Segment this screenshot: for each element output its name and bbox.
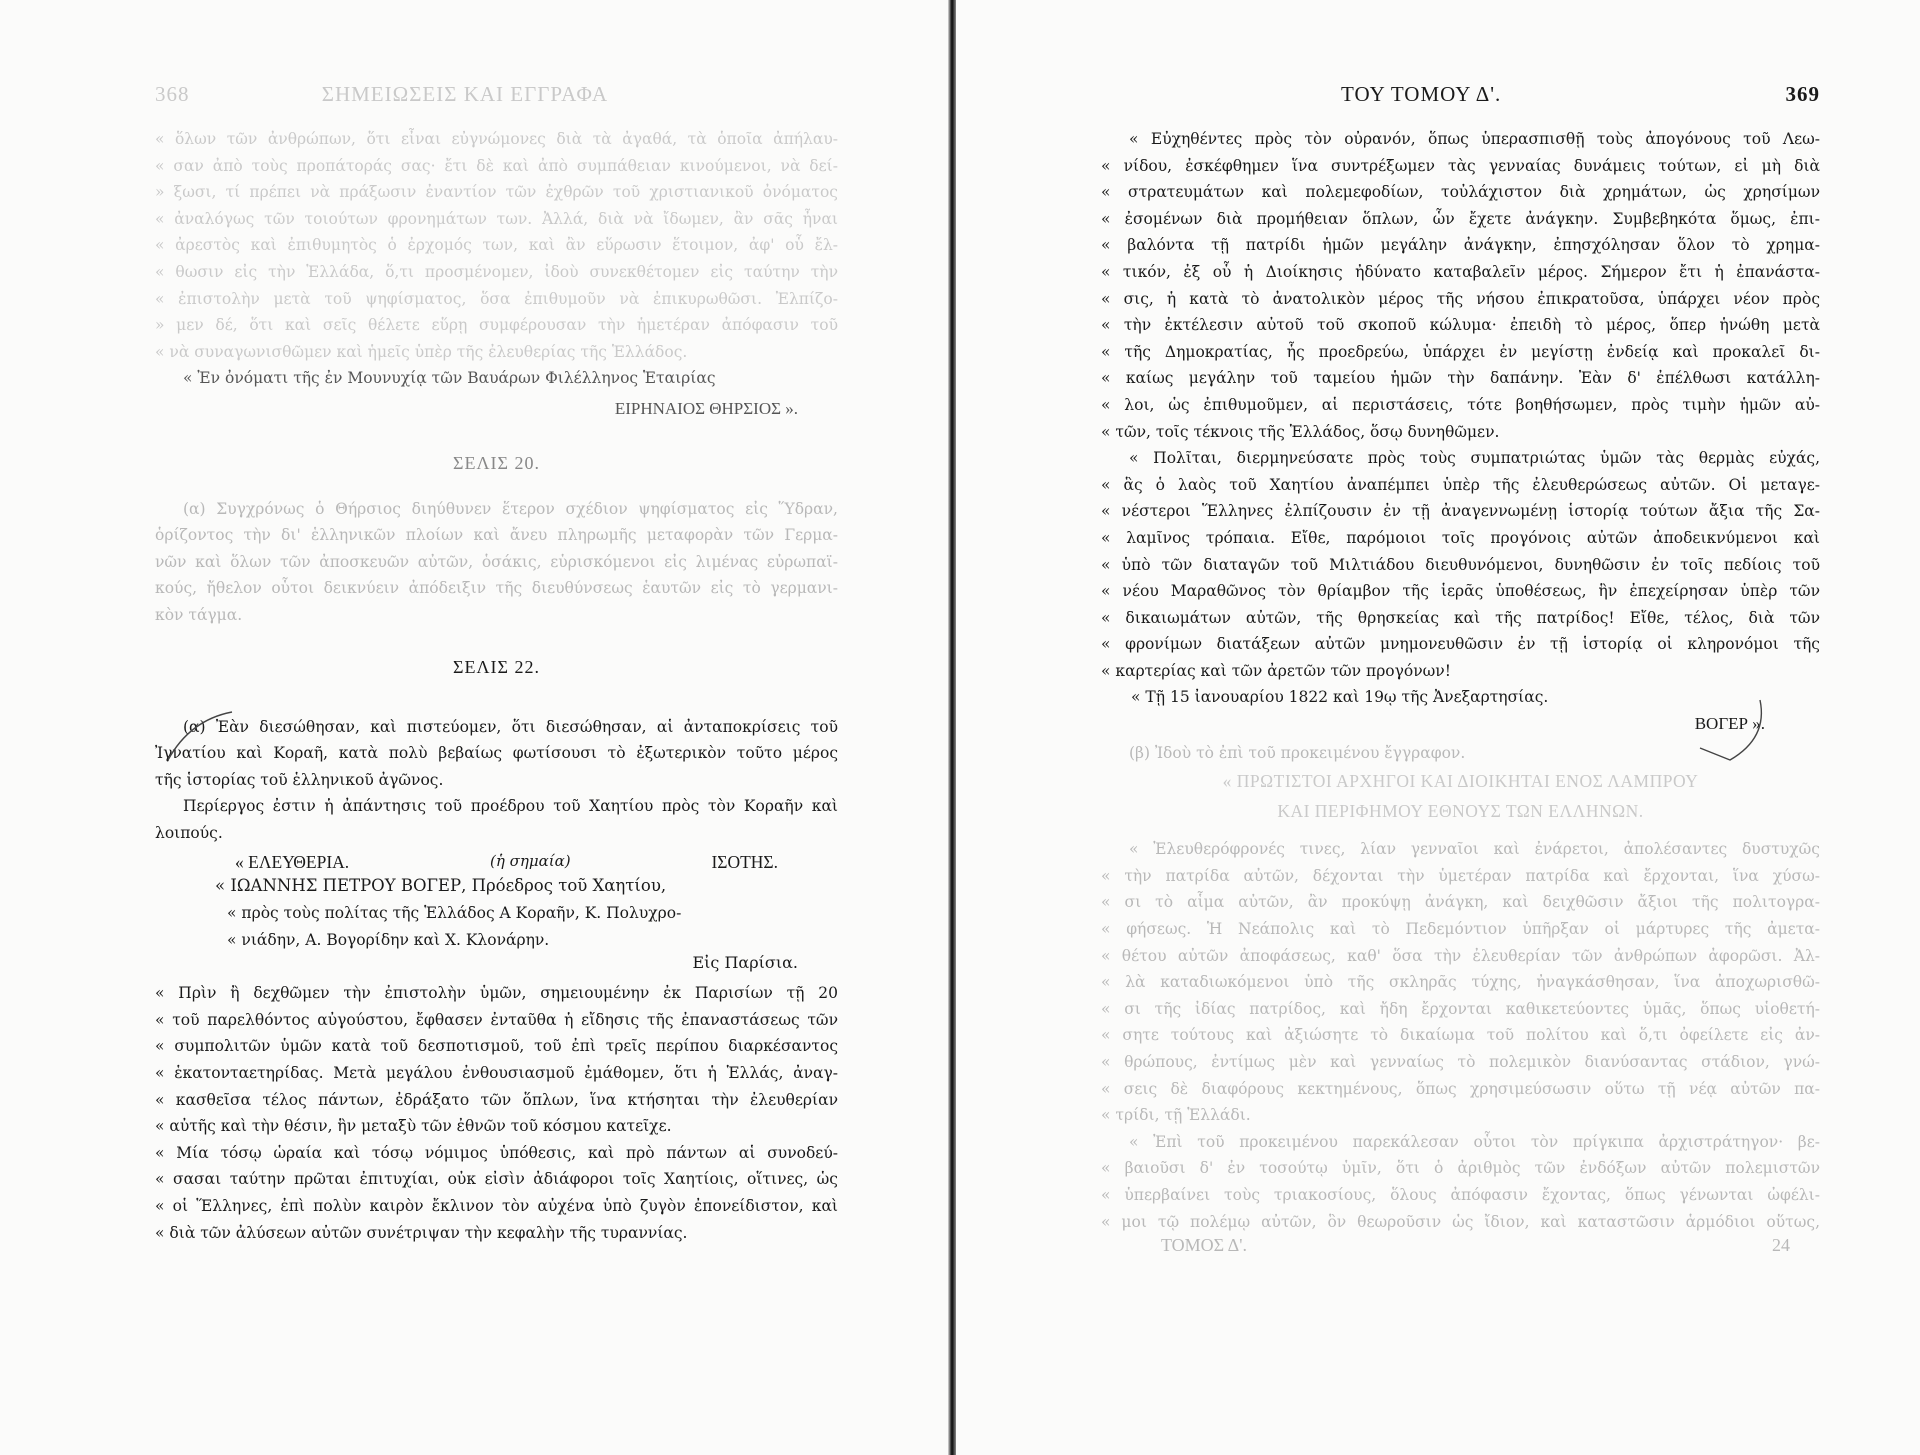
text-line: « καρτερίας καὶ τῶν ἀρετῶν τῶν προγόνων! xyxy=(1101,661,1451,680)
left-running-head xyxy=(155,82,838,112)
address-line: « ΙΩΑΝΝΗΣ ΠΕΤΡΟΥ ΒΟΓΕΡ, Πρόεδρος τοῦ Χαητίου, xyxy=(215,876,667,896)
text-line: « τρίδι, τῇ Ἑλλάδι. xyxy=(1101,1106,1251,1125)
faded-document-title xyxy=(1101,766,1820,826)
letter-banner xyxy=(155,852,838,873)
section-22-heading: ΣΕΛΙΣ 22. xyxy=(453,656,540,677)
text-line: « λὰ καταδιωκόμενοι ὑπὸ τῆς σκληρᾶς τύχης, ἠναγκάσθησαν, ἵνα ἀποχωρισθῶ- xyxy=(1101,973,1820,992)
text-line: « φήσεως. Ἡ Νεάπολις καὶ τὸ Πεδεμόντιον ὑπῆρξαν οἱ μάρτυρες τῆς ἀμετα- xyxy=(1101,920,1820,939)
text-line: « λαμῖνος τρόπαια. Εἴθε, παρόμοιοι τοῖς προγόνοις αὐτῶν ἀποδεικνύμενοι καὶ xyxy=(1101,528,1820,547)
text-line: « τὴν πατρίδα αὐτῶν, δέχονται τὴν ὑμετέραν πατρίδα καὶ ἔρχονται, ἵνα χύσω- xyxy=(1101,866,1820,885)
text-line: « Μία τόσῳ ὡραία καὶ τόσῳ νόμιμος ὑπόθεσις, καὶ πρὸ πάντων αἱ συνοδεύ- xyxy=(155,1143,838,1162)
text-line: « ἐσομένων διὰ προμήθειαν ὅπλων, ὧν ἔχετε ἀνάγκην. Συμβεβηκότα ὅμως, ἐπι- xyxy=(1101,209,1820,228)
text-line: (α) Ἐὰν διεσώθησαν, καὶ πιστεύομεν, ὅτι διεσώθησαν, αἱ ἀνταποκρίσεις τοῦ xyxy=(183,717,838,736)
closing-signature: ΕΙΡΗΝΑΙΟΣ ΘΗΡΣΙΟΣ ». xyxy=(614,398,798,418)
text-line: « δικαιωμάτων αὐτῶν, τῆς θρησκείας καὶ τῆς πατρίδος! Εἴθε, τέλος, διὰ τῶν xyxy=(1101,608,1820,627)
text-line: « ἐπιστολὴν μετὰ τοῦ ψηφίσματος, ὅσα ἐπιθυμοῦν νὰ ἐπικυρωθῶσι. Ἐλπίζο- xyxy=(155,289,838,308)
book-gutter xyxy=(948,0,956,1455)
text-line: « ὑπὸ τῶν διαταγῶν τοῦ Μιλτιάδου διευθυνόμενοι, δυνηθῶσιν ἐν τοῖς πεδίοις τοῦ xyxy=(1101,555,1820,574)
right-paragraph-2 xyxy=(1101,445,1820,684)
text-line: « νέου Μαραθῶνος τὸν θρίαμβον τῆς ἱερᾶς ὑποθέσεως, ἣν ἐπεχείρησαν ὑπὲρ τῶν xyxy=(1101,582,1820,601)
text-line: « ἀναλόγως τῶν τοιούτων φρονημάτων των. Ἀλλά, διὰ νὰ ἴδωμεν, ἂν σᾶς ἦναι xyxy=(155,209,838,228)
text-line: « μοι τῷ πολέμῳ αὐτῶν, ὃν θεωροῦσιν ὡς ἴδιον, καὶ καταστῶσιν ἁρμόδιοι οὕτως, xyxy=(1101,1212,1820,1231)
letter-body xyxy=(155,980,838,1246)
text-line: » μεν δέ, ὅτι καὶ σεῖς θέλετε εὕρῃ συμφέρουσαν τὴν ἡμετέραν ἀπόφασιν τοῦ xyxy=(155,316,838,335)
closing-line: « Ἐν ὀνόματι τῆς ἐν Μουνυχίᾳ τῶν Βαυάρων Φιλέλληνος Ἑταιρίας xyxy=(183,369,716,388)
banner-right: ΙΣΟΤΗΣ. xyxy=(711,852,778,873)
banner-mid: (ἡ σημαία) xyxy=(490,852,571,871)
text-line: (α) Συγχρόνως ὁ Θήρσιος διηύθυνεν ἕτερον σχέδιον ψηφίσματος εἰς Ὕδραν, xyxy=(183,499,838,518)
text-line: « σι τῆς ἰδίας πατρίδος, καὶ ἤδη ἔρχονται καθικετεύοντες ὑμᾶς, ὅπως υἱοθετή- xyxy=(1101,999,1820,1018)
left-page-number: 368 xyxy=(155,82,190,106)
left-faded-paragraph xyxy=(155,126,838,365)
text-line: « θωσιν εἰς τὴν Ἑλλάδα, ὅ,τι προσμένομεν, ἰδοὺ συνεκθέτομεν εἰς ταύτην τὴν xyxy=(155,262,838,281)
text-line: « θρώπους, ἐντίμως μὲν καὶ γενναίως τὸ πολεμικὸν διανύσαντας στάδιον, γνώ- xyxy=(1101,1053,1820,1071)
text-line: « βαιοῦσι δ' ἐν τοσούτῳ ὑμῖν, ὅτι ὁ ἀριθμὸς τῶν ἐνδόξων αὐτῶν πολεμιστῶν xyxy=(1101,1159,1820,1178)
section-22-text xyxy=(155,714,838,847)
text-line: « Πολῖται, διερμηνεύσατε πρὸς τοὺς συμπατριώτας ὑμῶν τὰς θερμὰς εὐχάς, xyxy=(1129,449,1820,468)
letter-destination: Εἰς Παρίσια. xyxy=(692,953,798,973)
right-running-head xyxy=(1101,82,1820,112)
faded-intro-b xyxy=(1101,740,1820,767)
text-line: « ἀρεστὸς καὶ ἐπιθυμητὸς ὁ ἐρχομός των, καὶ ἂν εὕρωσιν ἕτοιμον, ἀφ' οὗ ἔλ- xyxy=(155,236,838,255)
text-line: « σεις δὲ διαφόρους κεκτημένους, ὅπως χρησιμεύσωσιν οὕτω τῇ νέᾳ αὐτῶν πα- xyxy=(1101,1079,1820,1098)
right-page-number: 369 xyxy=(1785,82,1820,106)
section-20-text xyxy=(155,496,838,629)
right-page xyxy=(956,0,1920,1455)
date-signature-row xyxy=(1101,684,1820,711)
text-line: « βαλόντα τῇ πατρίδι ἡμῶν μεγάλην ἀνάγκην, ἐπησχόλησαν ὅλον τὸ χρημα- xyxy=(1101,236,1820,255)
text-line: « αὐτῆς καὶ τὴν θέσιν, ἣν μεταξὺ τῶν ἐθνῶν τοῦ κόσμου κατεῖχε. xyxy=(155,1117,672,1136)
text-line: (β) Ἰδοὺ τὸ ἐπὶ τοῦ προκειμένου ἔγγραφον. xyxy=(1129,743,1466,762)
text-line: « οἱ Ἕλληνες, ἐπὶ πολὺν καιρὸν ἔκλινον τὸν αὐχένα ὑπὸ ζυγὸν ἐπονείδιστον, καὶ xyxy=(155,1197,838,1215)
closing-block xyxy=(155,365,838,422)
text-line: λοιπούς. xyxy=(155,823,223,842)
text-line: « κασθεῖσα τέλος πάντων, ἐδράξατο τῶν ὅπλων, ἵνα κτήσηται τὴν ἐλευθερίαν xyxy=(155,1090,838,1109)
text-line: « τικόν, ἐξ οὗ ἡ Διοίκησις ἠδύνατο καταβαλεῖν μέρος. Σήμερον ἔτι ἡ ἐπανάστα- xyxy=(1101,262,1820,281)
text-line: « ἃς ὁ λαὸς τοῦ Χαητίου ἀναπέμπει ὑπὲρ τῆς ἐλευθερώσεως αὐτῶν. Οἱ μεταγε- xyxy=(1101,475,1820,494)
address-line: « νιάδην, Α. Βογορίδην καὶ Χ. Κλονάρην. xyxy=(227,930,550,949)
text-line: « Ἐπὶ τοῦ προκειμένου παρεκάλεσαν οὗτοι τὸν πρίγκιπα ἀρχιστράτηγον· βε- xyxy=(1129,1132,1820,1151)
text-line: « σητε τούτους καὶ ἀξιώσητε τὸ δικαίωμα τοῦ πολίτου καὶ ὅ,τι ὀφείλετε εἰς ἀν- xyxy=(1101,1026,1820,1045)
text-line: « Πρὶν ἢ δεχθῶμεν τὴν ἐπιστολὴν ὑμῶν, σημειουμένην ἐκ Παρισίων τῇ 20 xyxy=(155,984,838,1003)
text-line: « λοι, ὡς ἐπιθυμοῦμεν, αἱ περιστάσεις, τότε βοηθήσωμεν, πρὸς τιμὴν ἡμῶν αὐ- xyxy=(1101,395,1820,414)
text-line: « ἑκατονταετηρίδας. Μετὰ μεγάλου ἐνθουσιασμοῦ ἐμάθομεν, ὅτι ἡ Ἑλλάς, ἀναγ- xyxy=(155,1064,838,1083)
text-line: « τῆς Δημοκρατίας, ἧς προεδρεύω, ὑπάρχει ἐν μεγίστῃ ἐνδείᾳ καὶ προκαλεῖ δι- xyxy=(1101,342,1820,361)
right-running-title: ΤΟΥ ΤΟΜΟΥ Δ'. xyxy=(1341,82,1502,106)
banner-left: « ΕΛΕΥΘΕΡΙΑ. xyxy=(235,852,350,873)
text-line: « τῶν, τοῖς τέκνοις τῆς Ἑλλάδος, ὅσῳ δυνηθῶμεν. xyxy=(1101,422,1500,441)
text-line: « φρονίμων διατάξεων αὐτῶν μνημονευθῶσιν ἐν τῇ ἱστορίᾳ οἱ κληρονόμοι τῆς xyxy=(1101,635,1820,654)
text-line: « σις, ἡ κατὰ τὸ ἀνατολικὸν μέρος τῆς νήσου ἐπικρατοῦσα, ὑπάρχει νέον πρὸς xyxy=(1101,289,1820,308)
title-line: ΚΑΙ ΠΕΡΙΦΗΜΟΥ ΕΘΝΟΥΣ ΤΩΝ ΕΛΛΗΝΩΝ. xyxy=(1277,801,1644,822)
address-line: « πρὸς τοὺς πολίτας τῆς Ἑλλάδος Α Κοραῆν, Κ. Πολυχρο- xyxy=(227,904,682,923)
text-line: τῆς ἱστορίας τοῦ ἑλληνικοῦ ἀγῶνος. xyxy=(155,770,444,789)
text-line: « νέστεροι Ἕλληνες ἐλπίζουσιν ἐν τῇ ἀναγεννωμένῃ ἱστορίᾳ τούτων ἄξια τῆς Σα- xyxy=(1101,502,1820,521)
footer-volume: ΤΟΜΟΣ Δ'. xyxy=(1161,1235,1247,1256)
text-line: « σαν ἀπὸ τοὺς προπάτοράς σας· ἔτι δὲ καὶ ἀπὸ συμπάθειαν κινούμενοι, νὰ δεί- xyxy=(155,156,838,175)
text-line: « Εὐχηθέντες πρὸς τὸν οὐρανόν, ὅπως ὑπερασπισθῇ τοὺς ἀπογόνους τοῦ Λεω- xyxy=(1129,130,1820,148)
section-20-heading: ΣΕΛΙΣ 20. xyxy=(453,452,540,473)
text-line: ὁρίζοντος τὴν δι' ἑλληνικῶν πλοίων καὶ ἄνευ πληρωμῆς μεταφορὰν τῶν Γερμα- xyxy=(155,526,838,545)
text-line: » ξωσι, τί πρέπει νὰ πράξωσιν ἐναντίον τῶν ἐχθρῶν τοῦ χριστιανικοῦ ὀνόματος xyxy=(155,183,838,202)
text-line: « τὴν ἐκτέλεσιν αὐτοῦ τοῦ σκοποῦ κώλυμα· ἐπειδὴ τὸ μέρος, ὅπερ ἡνώθη μετὰ xyxy=(1101,316,1820,335)
text-line: κὸν τάγμα. xyxy=(155,605,243,624)
text-line: « καίως μεγάλην τοῦ ταμείου ἡμῶν τὴν δαπάνην. Ἐὰν δ' ἐπέλθωσι κατάλλη- xyxy=(1101,369,1820,388)
text-line: « διὰ τῶν ἀλύσεων αὐτῶν συνέτριψαν τὴν κεφαλὴν τῆς τυραννίας. xyxy=(155,1223,688,1242)
title-line: « ΠΡΩΤΙΣΤΟΙ ΑΡΧΗΓΟΙ ΚΑΙ ΔΙΟΙΚΗΤΑΙ ΕΝΟΣ ΛΑΜΠΡΟΥ xyxy=(1222,771,1699,792)
left-running-title: ΣΗΜΕΙΩΣΕΙΣ ΚΑΙ ΕΓΓΡΑΦΑ xyxy=(321,82,608,106)
text-line: « σι τὸ αἷμα αὐτῶν, ἂν προκύψῃ ἀνάγκη, καὶ δειχθῶσιν ἄξιοι τῆς πολιτογρα- xyxy=(1101,893,1820,912)
text-line: Περίεργος ἐστιν ἡ ἀπάντησις τοῦ προέδρου τοῦ Χαητίου πρὸς τὸν Κοραῆν καὶ xyxy=(183,797,838,816)
text-line: « νίδου, ἐσκέφθημεν ἵνα συντρέξωμεν τὰς γενναίας δυνάμεις τούτων, εἰ μὴ διὰ xyxy=(1101,156,1820,175)
text-line: « Ἐλευθερόφρονές τινες, λίαν γενναῖοι καὶ ἐνάρετοι, ἀπολέσαντες δυστυχῶς xyxy=(1129,840,1820,859)
text-line: Ἰγνατίου καὶ Κοραῆ, κατὰ πολὺ βεβαίως φωτίσουσι τὸ ἐξωτερικὸν τοῦτο μέρος xyxy=(155,744,838,763)
text-line: « θέτου αὐτῶν ἀποφάσεως, καθ' ὅσα τὴν ἐλευθερίαν τῶν ἀνθρώπων ἀφορῶσι. Ἀλ- xyxy=(1101,946,1820,965)
letter-date: « Τῇ 15 ἰανουαρίου 1822 καὶ 19ῳ τῆς Ἀνεξαρτησίας. xyxy=(1131,688,1549,707)
text-line: « στρατευμάτων καὶ πολεμεφοδίων, τοὐλάχιστον διὰ χρημάτων, ὡς χρησίμων xyxy=(1101,183,1820,202)
text-line: νῶν καὶ ὅλων τῶν ἀποσκευῶν αὐτῶν, ὁσάκις, εὑρισκόμενοι εἰς λιμένας εὐρωπαϊ- xyxy=(155,552,838,571)
letter-address xyxy=(155,873,838,953)
faded-document-body xyxy=(1101,836,1820,1235)
letter-signature: ΒΟΓΕΡ ». xyxy=(1694,714,1765,734)
text-line: « συμπολιτῶν ὑμῶν κατὰ τοῦ δεσποτισμοῦ, τοῦ ἐπὶ τρεῖς περίπου διαρκέσαντος xyxy=(155,1037,838,1056)
text-line: « τοῦ παρελθόντος αὐγούστου, ἔφθασεν ἐνταῦθα ἡ εἴδησις τῆς ἐπαναστάσεως τῶν xyxy=(155,1010,838,1029)
text-line: « ὑπερβαίνει τοὺς τριακοσίους, ὅλους ἀπόφασιν ἔχοντας, ὅπως γένωνται ὠφέλι- xyxy=(1101,1185,1820,1204)
right-paragraph-1 xyxy=(1101,126,1820,445)
text-line: « ὅλων τῶν ἀνθρώπων, ὅτι εἶναι εὐγνώμονες διὰ τὰ ἀγαθά, τὰ ὁποῖα ἀπήλαυ- xyxy=(155,130,838,148)
left-page xyxy=(0,0,948,1455)
text-line: « νὰ συναγωνισθῶμεν καὶ ἡμεῖς ὑπὲρ τῆς ἐλευθερίας τῆς Ἑλλάδος. xyxy=(155,342,688,361)
text-line: κούς, ἤθελον οὗτοι δεικνύειν ἀπόδειξιν τῆς διευθύνσεως ἑαυτῶν εἰς τὸ γερμανι- xyxy=(155,579,838,598)
footer-signature-mark: 24 xyxy=(1772,1235,1790,1256)
page-footer xyxy=(1101,1235,1820,1256)
text-line: « σασαι ταύτην πρῶται ἐπιτυχίαι, οὐκ εἰσὶν ἀδιάφοροι τοῖς Χαητίοις, οἵτινες, ὡς xyxy=(155,1170,838,1189)
